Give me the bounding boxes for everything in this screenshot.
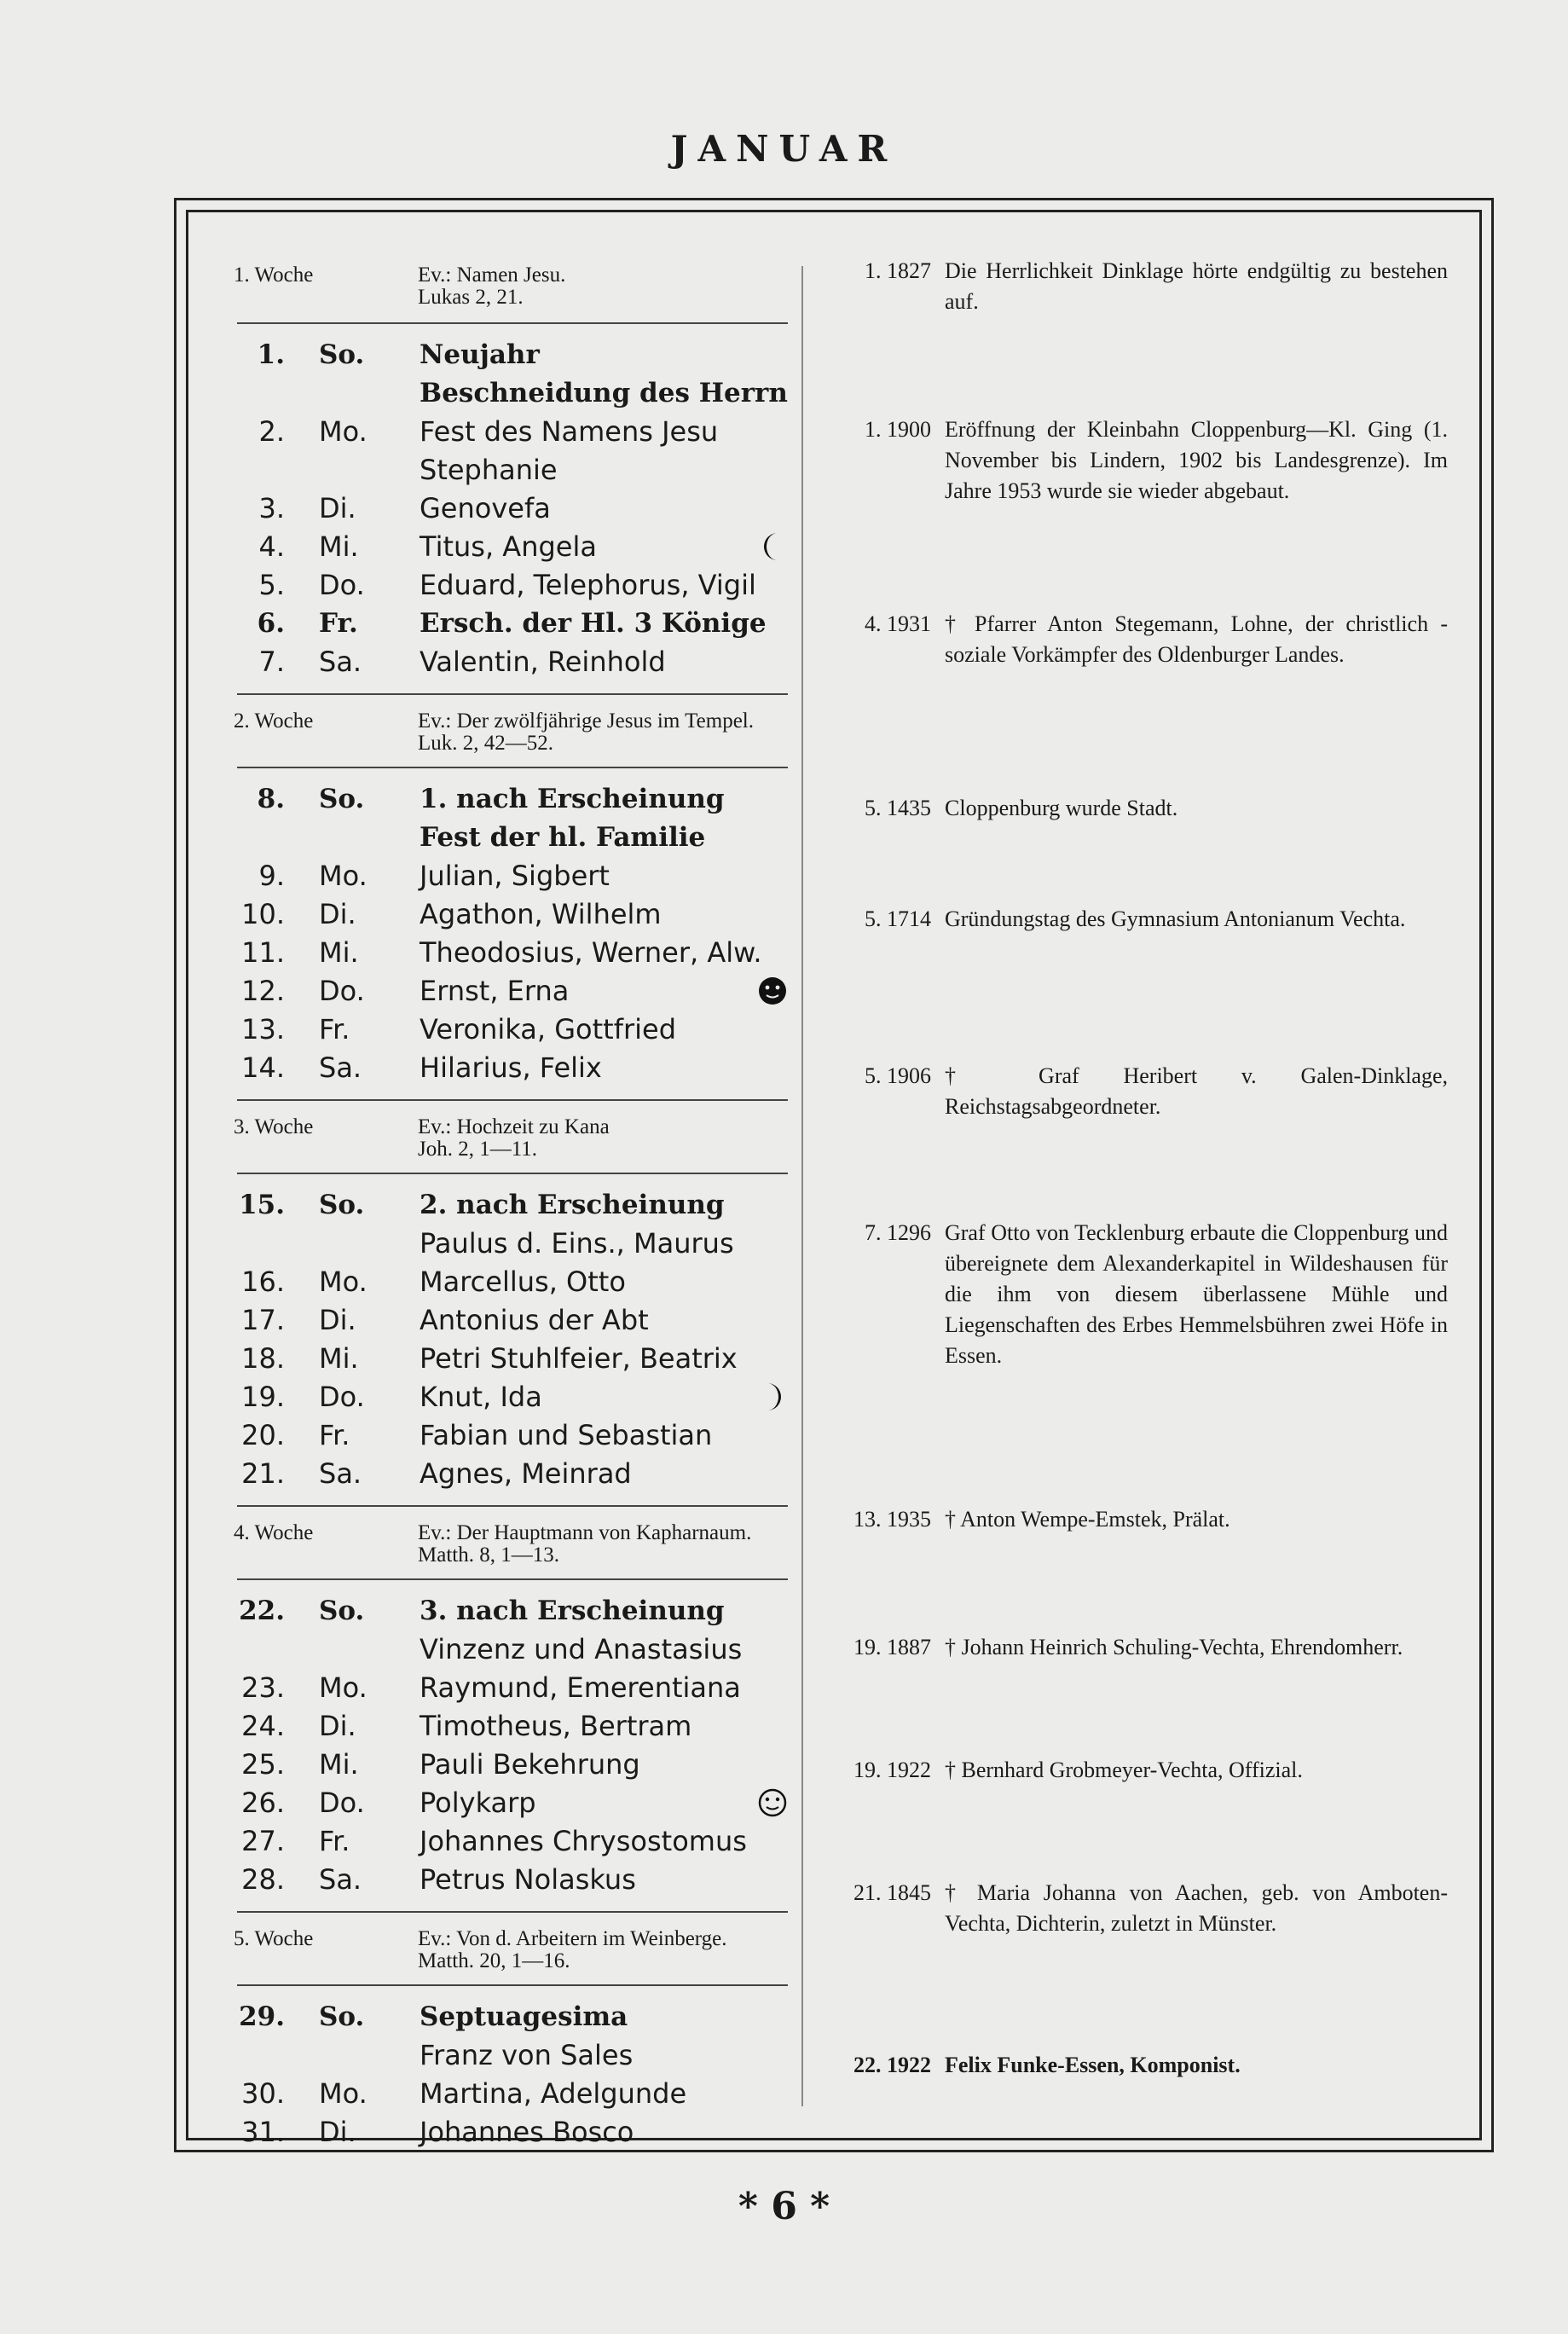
weekday: Fr. (319, 1825, 350, 1857)
day-row (230, 1784, 788, 1822)
event-text: Gründungstag des Gymnasium Antonianum Vechta. (945, 906, 1406, 931)
day-number: 27. (241, 1825, 285, 1857)
weekday: Di. (319, 1710, 356, 1742)
event-text: Die Herrlichkeit Dinklage hörte endgültig zu bestehen auf. (945, 258, 1448, 314)
day-row (230, 1378, 788, 1416)
day-row (230, 2075, 788, 2113)
event-text: † Maria Johanna von Aachen, geb. von Amboten-Vechta, Dichterin, zuletzt in Münster. (945, 1880, 1448, 1936)
saint-name: Petri Stuhlfeier, Beatrix (419, 1342, 738, 1375)
saint-name: Julian, Sigbert (419, 860, 610, 892)
day-number: 1. (257, 339, 285, 370)
week-divider (237, 767, 788, 768)
weekday: Fr. (319, 1419, 350, 1451)
event-text: † Bernhard Grobmeyer-Vechta, Offizial. (945, 1758, 1303, 1782)
event-date: 21. 1845 (853, 1880, 931, 1905)
day-number: 18. (241, 1342, 285, 1375)
week-label: 5. Woche (234, 1927, 314, 1950)
saint-name: Agathon, Wilhelm (419, 898, 662, 930)
saint-name: Ersch. der Hl. 3 Könige (419, 608, 767, 639)
weekday: Do. (319, 1381, 365, 1413)
day-row (230, 1225, 788, 1263)
day-row (230, 1049, 788, 1087)
week-gospel: Ev.: Hochzeit zu Kana Joh. 2, 1—11. (418, 1115, 610, 1161)
week-header (230, 1925, 788, 1979)
week-gospel: Ev.: Namen Jesu. Lukas 2, 21. (418, 264, 566, 309)
event-date: 5. 1435 (865, 796, 931, 820)
week-header (230, 1113, 788, 1167)
day-number: 11. (241, 936, 285, 969)
weekday: So. (319, 339, 365, 370)
day-row (230, 489, 788, 528)
day-number: 8. (257, 784, 285, 814)
weekday: Mi. (319, 936, 359, 969)
event-text: † Anton Wempe-Emstek, Prälat. (945, 1507, 1230, 1532)
day-row (230, 1340, 788, 1378)
saint-name: Ernst, Erna (419, 975, 570, 1007)
column-separator (801, 266, 803, 2106)
weekday: Mo. (319, 860, 367, 892)
event-text: Eröffnung der Kleinbahn Cloppenburg—Kl. Ging (1. November bis Lindern, 1902 bis Landesgrenze). Im Jahre 1953 wurde sie wieder abgebaut. (945, 417, 1448, 503)
saint-name: Neujahr (419, 339, 540, 370)
day-row (230, 336, 788, 374)
week-divider (237, 1984, 788, 1986)
day-number: 19. (241, 1381, 285, 1413)
saint-name: Johannes Bosco (419, 2116, 634, 2148)
saint-name: Fabian und Sebastian (419, 1419, 713, 1451)
saint-name: Knut, Ida (419, 1381, 542, 1413)
weekday: Fr. (319, 608, 358, 639)
day-number: 13. (241, 1013, 285, 1045)
weekday: So. (319, 2001, 365, 2032)
week-header (230, 261, 788, 316)
day-row (230, 1630, 788, 1669)
day-row (230, 2113, 788, 2152)
weekday: So. (319, 1596, 365, 1626)
last-quarter-moon-icon (755, 530, 790, 564)
day-row (230, 1011, 788, 1049)
saint-name: Titus, Angela (419, 530, 597, 563)
event-text: † Johann Heinrich Schuling-Vechta, Ehrendomherr. (945, 1635, 1403, 1659)
event-date: 19. 1922 (853, 1758, 931, 1782)
day-number: 21. (241, 1457, 285, 1490)
saint-name: Martina, Adelgunde (419, 2077, 687, 2110)
weekday: Mi. (319, 530, 359, 563)
saint-name: Hilarius, Felix (419, 1051, 602, 1084)
week-gospel: Ev.: Von d. Arbeitern im Weinberge. Matth. 20, 1—16. (418, 1927, 727, 1972)
day-number: 25. (241, 1748, 285, 1781)
day-row (230, 451, 788, 489)
full-moon-icon (755, 1786, 790, 1820)
saint-name: 2. nach Erscheinung (419, 1190, 725, 1220)
day-row (230, 1861, 788, 1899)
day-row (230, 643, 788, 681)
week-divider (237, 693, 788, 695)
saint-name: Raymund, Emerentiana (419, 1671, 741, 1704)
event-date: 19. 1887 (853, 1635, 931, 1659)
weekday: So. (319, 1190, 365, 1220)
calendar-column (230, 261, 788, 2152)
day-row (230, 1707, 788, 1746)
page-title: JANUAR (670, 128, 898, 170)
week-label: 1. Woche (234, 264, 314, 287)
event-date: 13. 1935 (853, 1507, 931, 1532)
day-number: 20. (241, 1419, 285, 1451)
week-divider (237, 1911, 788, 1913)
week-header (230, 1519, 788, 1573)
day-number: 14. (241, 1051, 285, 1084)
saint-name: Vinzenz und Anastasius (419, 1633, 743, 1665)
page-number: * 6 * (738, 2185, 830, 2228)
weekday: Sa. (319, 1863, 362, 1896)
day-number: 28. (241, 1863, 285, 1896)
saint-name: 3. nach Erscheinung (419, 1596, 725, 1626)
event-text: Felix Funke-Essen, Komponist. (945, 2053, 1241, 2077)
first-quarter-moon-icon (755, 1380, 790, 1414)
weekday: Mi. (319, 1342, 359, 1375)
day-number: 24. (241, 1710, 285, 1742)
weekday: Di. (319, 1304, 356, 1336)
day-number: 31. (241, 2116, 285, 2148)
weekday: Mo. (319, 2077, 367, 2110)
day-number: 29. (239, 2001, 285, 2032)
day-number: 12. (241, 975, 285, 1007)
day-row (230, 857, 788, 895)
day-row (230, 1746, 788, 1784)
day-number: 3. (258, 492, 285, 524)
weekday: Do. (319, 1787, 365, 1819)
saint-name: Fest der hl. Familie (419, 822, 706, 853)
day-row (230, 1301, 788, 1340)
week-gospel: Ev.: Der Hauptmann von Kapharnaum. Matth. 8, 1—13. (418, 1521, 752, 1567)
day-number: 26. (241, 1787, 285, 1819)
weekday: Sa. (319, 646, 362, 678)
saint-name: Timotheus, Bertram (419, 1710, 692, 1742)
saint-name: Paulus d. Eins., Maurus (419, 1227, 734, 1260)
day-row (230, 1263, 788, 1301)
week-gospel: Ev.: Der zwölfjährige Jesus im Tempel. Luk. 2, 42—52. (418, 709, 754, 755)
saint-name: Pauli Bekehrung (419, 1748, 640, 1781)
day-row (230, 2036, 788, 2075)
day-number: 30. (241, 2077, 285, 2110)
event-date: 4. 1931 (865, 611, 931, 636)
day-row (230, 819, 788, 857)
day-row (230, 528, 788, 566)
day-row (230, 1455, 788, 1493)
event-text: Cloppenburg wurde Stadt. (945, 796, 1178, 820)
saint-name: Petrus Nolaskus (419, 1863, 636, 1896)
event-date: 22. 1922 (853, 2053, 931, 2077)
weekday: Sa. (319, 1457, 362, 1490)
day-row (230, 1416, 788, 1455)
day-number: 22. (239, 1596, 285, 1626)
event-text: † Pfarrer Anton Stegemann, Lohne, der christlich - soziale Vorkämpfer des Oldenburger Landes. (945, 611, 1448, 667)
day-number: 17. (241, 1304, 285, 1336)
saint-name: Theodosius, Werner, Alw. (419, 936, 762, 969)
saint-name: Beschneidung des Herrn (419, 378, 788, 408)
day-row (230, 413, 788, 451)
weekday: Mo. (319, 415, 367, 448)
weekday: Mo. (319, 1671, 367, 1704)
event-date: 1. 1900 (865, 417, 931, 442)
day-number: 16. (241, 1265, 285, 1298)
day-row (230, 780, 788, 819)
saint-name: Johannes Chrysostomus (419, 1825, 747, 1857)
saint-name: Valentin, Reinhold (419, 646, 666, 678)
saint-name: Eduard, Telephorus, Vigil (419, 569, 756, 601)
weekday: Mi. (319, 1748, 359, 1781)
day-row (230, 1998, 788, 2036)
day-row (230, 605, 788, 643)
saint-name: Veronika, Gottfried (419, 1013, 676, 1045)
day-row (230, 374, 788, 413)
day-row (230, 1669, 788, 1707)
weekday: Di. (319, 898, 356, 930)
weekday: Di. (319, 492, 356, 524)
day-row (230, 1592, 788, 1630)
weekday: Do. (319, 569, 365, 601)
day-number: 9. (258, 860, 285, 892)
saint-name: 1. nach Erscheinung (419, 784, 725, 814)
saint-name: Agnes, Meinrad (419, 1457, 632, 1490)
event-text: † Graf Heribert v. Galen-Dinklage, Reichstagsabgeordneter. (945, 1063, 1448, 1119)
saint-name: Polykarp (419, 1787, 536, 1819)
week-label: 3. Woche (234, 1115, 314, 1138)
weekday: So. (319, 784, 365, 814)
weekday: Sa. (319, 1051, 362, 1084)
day-number: 10. (241, 898, 285, 930)
event-date: 7. 1296 (865, 1220, 931, 1245)
event-text: Graf Otto von Tecklenburg erbaute die Cloppenburg und übereignete dem Alexanderkapitel in Wildeshausen für die ihm von diesem überlassene Mühle und Liegenschaften des Erbes Hemmelsbühren zwei Höfe in Essen. (945, 1220, 1448, 1368)
week-divider (237, 1578, 788, 1580)
week-label: 4. Woche (234, 1521, 314, 1544)
new-moon-icon (755, 974, 790, 1008)
event-date: 5. 1714 (865, 906, 931, 931)
day-row (230, 566, 788, 605)
weekday: Fr. (319, 1013, 350, 1045)
event-date: 5. 1906 (865, 1063, 931, 1088)
day-number: 5. (258, 569, 285, 601)
day-number: 2. (258, 415, 285, 448)
day-row (230, 1186, 788, 1225)
week-divider (237, 322, 788, 324)
day-number: 15. (239, 1190, 285, 1220)
day-number: 23. (241, 1671, 285, 1704)
saint-name: Fest des Namens Jesu (419, 415, 719, 448)
weekday: Di. (319, 2116, 356, 2148)
week-divider (237, 1173, 788, 1174)
saint-name: Marcellus, Otto (419, 1265, 626, 1298)
day-row (230, 934, 788, 972)
week-divider (237, 1505, 788, 1507)
saint-name: Franz von Sales (419, 2039, 634, 2071)
day-number: 6. (257, 608, 285, 639)
day-row (230, 1822, 788, 1861)
week-header (230, 707, 788, 762)
event-date: 1. 1827 (865, 258, 931, 283)
day-row (230, 895, 788, 934)
saint-name: Stephanie (419, 454, 558, 486)
saint-name: Antonius der Abt (419, 1304, 649, 1336)
weekday: Do. (319, 975, 365, 1007)
week-label: 2. Woche (234, 709, 314, 733)
week-divider (237, 1099, 788, 1101)
day-number: 7. (258, 646, 285, 678)
day-row (230, 972, 788, 1011)
saint-name: Genovefa (419, 492, 551, 524)
weekday: Mo. (319, 1265, 367, 1298)
day-number: 4. (258, 530, 285, 563)
saint-name: Septuagesima (419, 2001, 628, 2032)
